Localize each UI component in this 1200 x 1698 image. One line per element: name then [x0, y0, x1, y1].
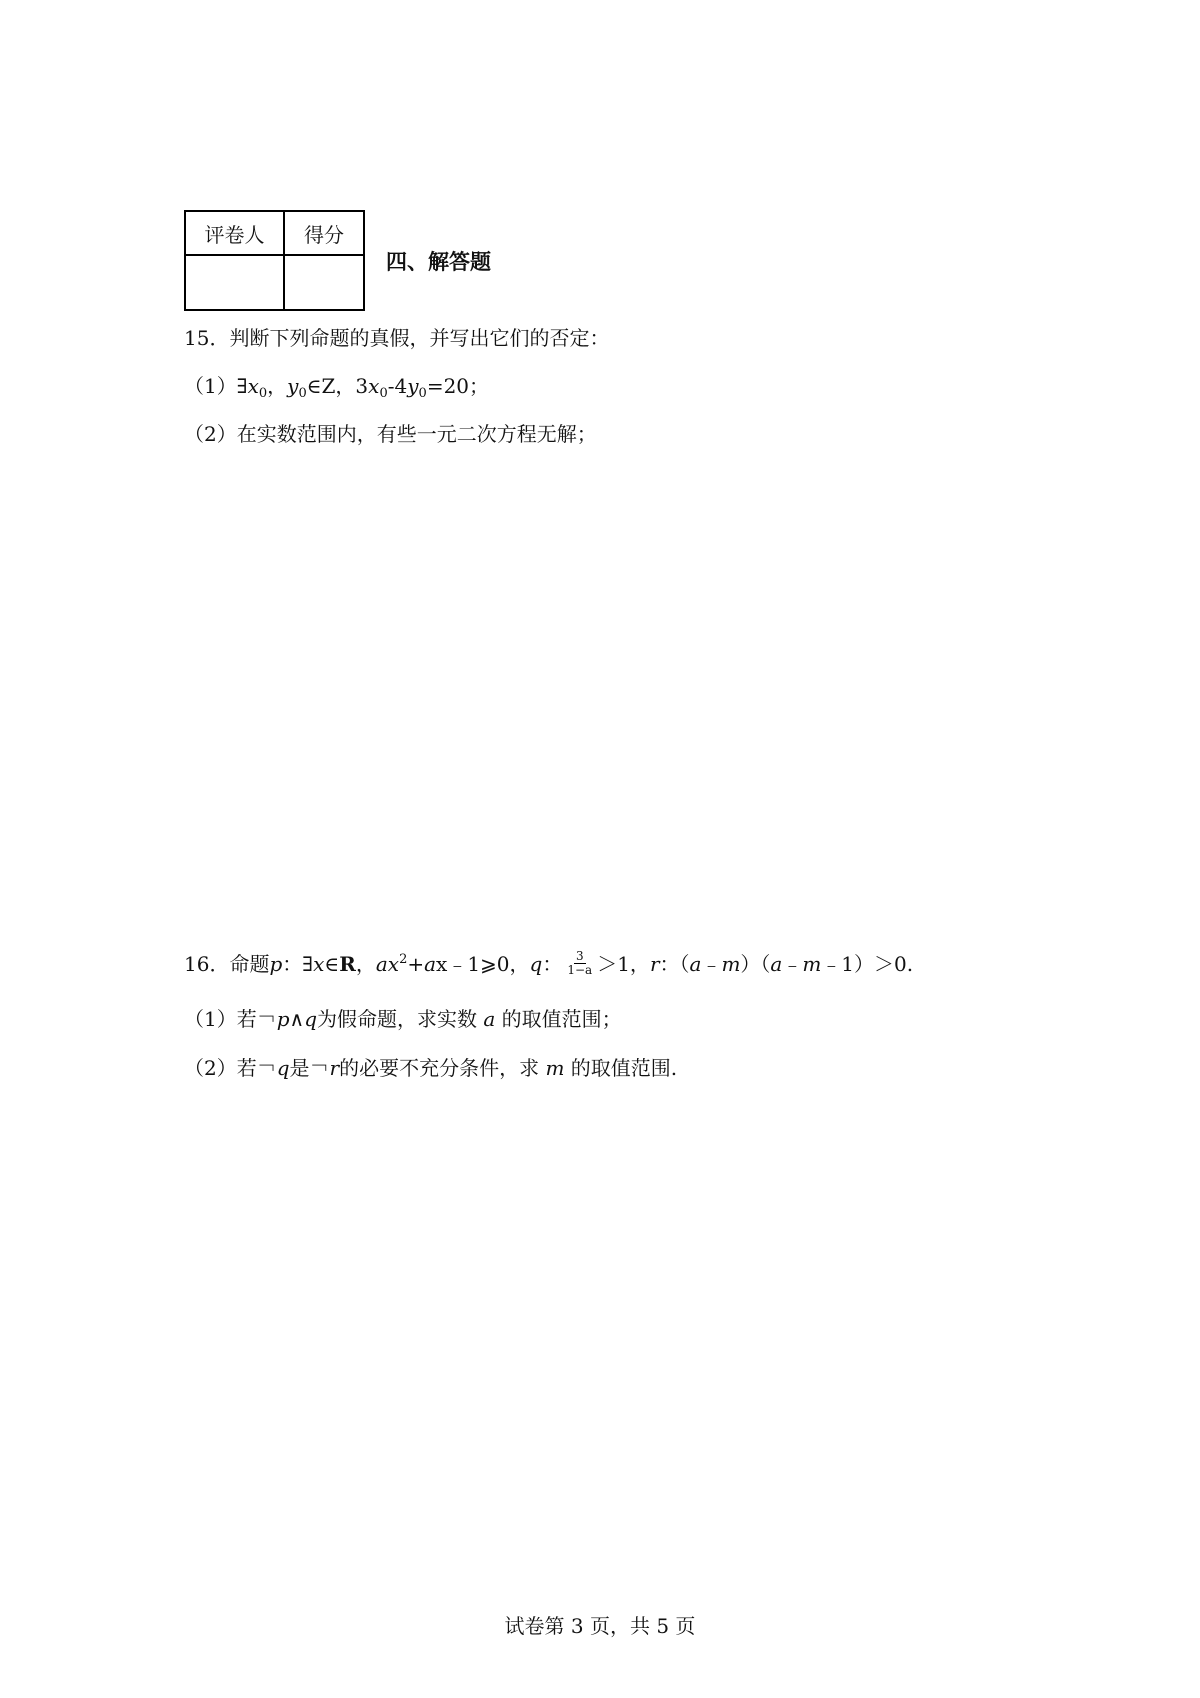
text: ﹣1）＞0. [821, 952, 914, 976]
var-x: x [247, 374, 259, 398]
var-m: m [545, 1056, 565, 1080]
text: ∧ [289, 1007, 305, 1031]
subscript: 0 [298, 386, 307, 401]
text: ：（ [659, 952, 690, 976]
text: ＞1， [597, 952, 650, 976]
var-m: m [802, 952, 822, 976]
var-p: p [269, 952, 283, 976]
set-r: R [339, 952, 356, 976]
q15-part1 [184, 370, 489, 401]
grader-table [184, 210, 365, 311]
var-q: q [304, 1007, 317, 1031]
q15-part2: （2）在实数范围内，有些一元二次方程无解； [184, 422, 597, 446]
reviewer-header: 评卷人 [185, 211, 284, 255]
var-a: a [375, 952, 388, 976]
var-a: a [424, 952, 437, 976]
text: ）（ [740, 952, 771, 976]
var-x: x [387, 952, 400, 976]
q15-part1-prefix: （1）∃ [184, 374, 248, 398]
comma: ， [267, 374, 288, 398]
text: ： [542, 952, 563, 976]
text: ﹣ [782, 952, 803, 976]
reviewer-cell [185, 255, 284, 310]
fraction-numerator: 3 [575, 949, 584, 963]
subscript: 0 [258, 386, 268, 401]
var-r: r [329, 1056, 340, 1080]
var-a: a [689, 952, 702, 976]
q16-part2 [184, 1052, 677, 1081]
var-y: y [407, 374, 419, 398]
text: ∈Z，3 [306, 374, 369, 398]
score-header: 得分 [284, 211, 364, 255]
text: （1）若￢ [184, 1007, 277, 1031]
text: 的取值范围. [570, 1056, 678, 1080]
text: 16．命题 [184, 952, 270, 976]
text: 是￢ [289, 1056, 330, 1080]
var-a: a [770, 952, 783, 976]
var-a: a [483, 1007, 496, 1031]
q16-stem [184, 948, 913, 979]
var-q: q [529, 952, 543, 976]
text: + [407, 952, 425, 976]
text: 为假命题，求实数 [317, 1007, 477, 1031]
var-x: x [313, 952, 325, 976]
section-title: 四、解答题 [386, 250, 491, 274]
var-q: q [276, 1056, 290, 1080]
comma: ， [355, 952, 376, 976]
page-footer: 试卷第 3 页，共 5 页 [504, 1614, 696, 1638]
text: -4 [387, 374, 408, 398]
subscript: 0 [379, 386, 388, 401]
var-m: m [721, 952, 741, 976]
var-r: r [649, 952, 660, 976]
superscript: 2 [399, 952, 408, 967]
text: x﹣1⩾0， [436, 952, 530, 976]
text: ∈ [324, 952, 340, 976]
fraction-denominator: 1−a [567, 963, 593, 977]
var-x: x [368, 374, 380, 398]
score-cell [284, 255, 364, 310]
text: =20； [426, 374, 490, 398]
subscript: 0 [418, 386, 427, 401]
var-y: y [287, 374, 299, 398]
q16-part1 [184, 1003, 622, 1032]
text: ：∃ [282, 952, 314, 976]
text: （2）若￢ [184, 1056, 277, 1080]
text: ﹣ [701, 952, 722, 976]
fraction [565, 950, 594, 977]
text: 的必要不充分条件，求 [339, 1056, 540, 1080]
var-p: p [276, 1007, 290, 1031]
text: 的取值范围； [501, 1007, 622, 1031]
q15-stem: 15．判断下列命题的真假，并写出它们的否定： [184, 326, 610, 350]
